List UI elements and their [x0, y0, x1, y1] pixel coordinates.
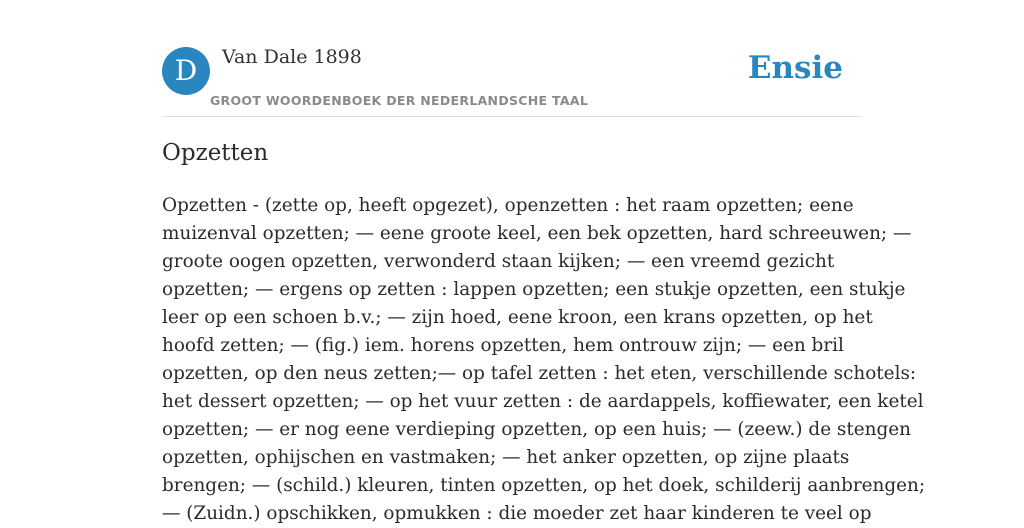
- dictionary-page: [162, 0, 926, 524]
- definition-line: muizenval opzetten; — eene groote keel, een bek opzetten, hard schreeuwen; —: [162, 223, 912, 244]
- definition-line: groote oogen opzetten, verwonderd staan kijken; — een vreemd gezicht: [162, 251, 835, 272]
- definition-line: Opzetten - (zette op, heeft opgezet), openzetten : het raam opzetten; eene: [162, 195, 854, 216]
- definition-line: opzetten, ophijschen en vastmaken; — het anker opzetten, op zijne plaats: [162, 447, 850, 468]
- definition-line: leer op een schoen b.v.; — zijn hoed, eene kroon, een krans opzetten, op het: [162, 307, 873, 328]
- definition-line: het dessert opzetten; — op het vuur zetten : de aardappels, koffiewater, een ketel: [162, 391, 924, 412]
- definition-line: — (Zuidn.) opschikken, opmukken : die moeder zet haar kinderen te veel op: [162, 503, 872, 524]
- source-name[interactable]: Van Dale 1898: [222, 46, 362, 68]
- source-subtitle: GROOT WOORDENBOEK DER NEDERLANDSCHE TAAL: [210, 93, 589, 108]
- definition-line: opzetten; — er nog eene verdieping opzetten, op een huis; — (zeew.) de stengen: [162, 419, 911, 440]
- definition-line: brengen; — (schild.) kleuren, tinten opzetten, op het doek, schilderij aanbrengen;: [162, 475, 926, 496]
- source-header: [162, 0, 862, 117]
- entry-definition: [162, 192, 926, 528]
- definition-line: opzetten; — ergens op zetten : lappen opzetten; een stukje opzetten, een stukje: [162, 279, 906, 300]
- brand-logo[interactable]: Ensie: [747, 50, 843, 86]
- source-avatar[interactable]: D: [162, 47, 210, 95]
- definition-line: opzetten, op den neus zetten;— op tafel zetten : het eten, verschillende schotels:: [162, 363, 917, 384]
- definition-line: hoofd zetten; — (fig.) iem. horens opzetten, hem ontrouw zijn; — een bril: [162, 335, 844, 356]
- entry-title: Opzetten: [162, 140, 269, 166]
